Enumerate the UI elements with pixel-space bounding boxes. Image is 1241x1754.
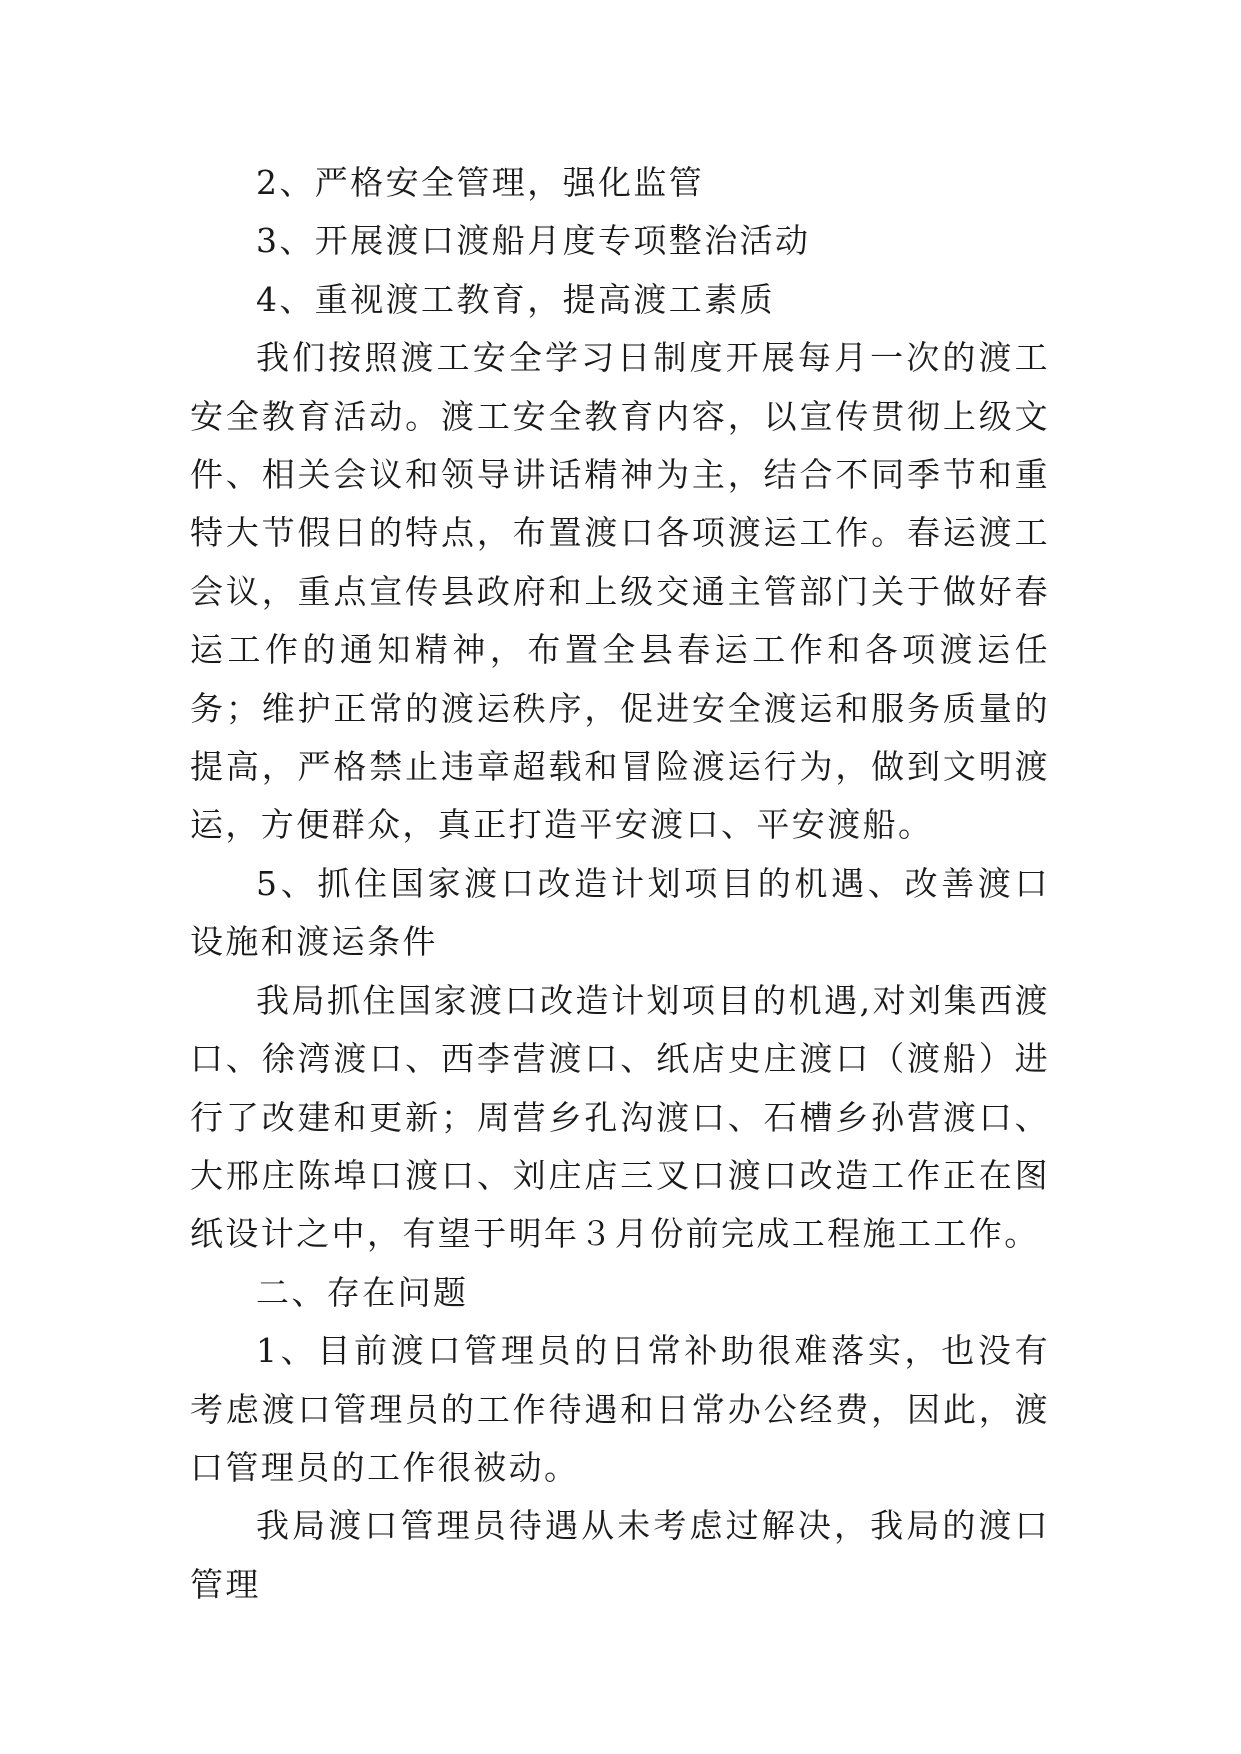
paragraph-item-5: 5、抓住国家渡口改造计划项目的机遇、改善渡口设施和渡运条件 xyxy=(190,863,1050,962)
paragraph-renovation-details: 我局抓住国家渡口改造计划项目的机遇,对刘集西渡口、徐湾渡口、西李营渡口、纸店史庄渡口（渡船）进行了改建和更新；周营乡孔沟渡口、石槽乡孙营渡口、大邢庄陈埠口渡口、刘庄店三叉口渡口改造工作正在图纸设计之中，有望于明年３月份前完成工程施工工作。 xyxy=(190,980,1050,1254)
paragraph-item-3: 3、开展渡口渡船月度专项整治活动 xyxy=(256,221,811,261)
section-heading-problems: 二、存在问题 xyxy=(256,1272,469,1312)
document-body xyxy=(190,154,1050,1614)
paragraph-problem-detail: 我局渡口管理员待遇从未考虑过解决，我局的渡口管理 xyxy=(190,1506,1050,1604)
paragraph-item-4: 4、重视渡工教育，提高渡工素质 xyxy=(256,279,775,319)
paragraph-item-2: 2、严格安全管理，强化监管 xyxy=(256,163,705,202)
paragraph-education-details: 我们按照渡工安全学习日制度开展每月一次的渡工安全教育活动。渡工安全教育内容，以宣传贯彻上级文件、相关会议和领导讲话精神为主，结合不同季节和重特大节假日的特点，布置渡口各项渡运工作。春运渡工会议，重点宣传县政府和上级交通主管部门关于做好春运工作的通知精神，布置全县春运工作和各项渡运任务；维护正常的渡运秩序，促进安全渡运和服务质量的提高，严格禁止违章超载和冒险渡运行为，做到文明渡运，方便群众，真正打造平安渡口、平安渡船。 xyxy=(190,338,1050,845)
paragraph-problem-1: 1、目前渡口管理员的日常补助很难落实，也没有考虑渡口管理员的工作待遇和日常办公经费，因此，渡口管理员的工作很被动。 xyxy=(190,1331,1050,1487)
